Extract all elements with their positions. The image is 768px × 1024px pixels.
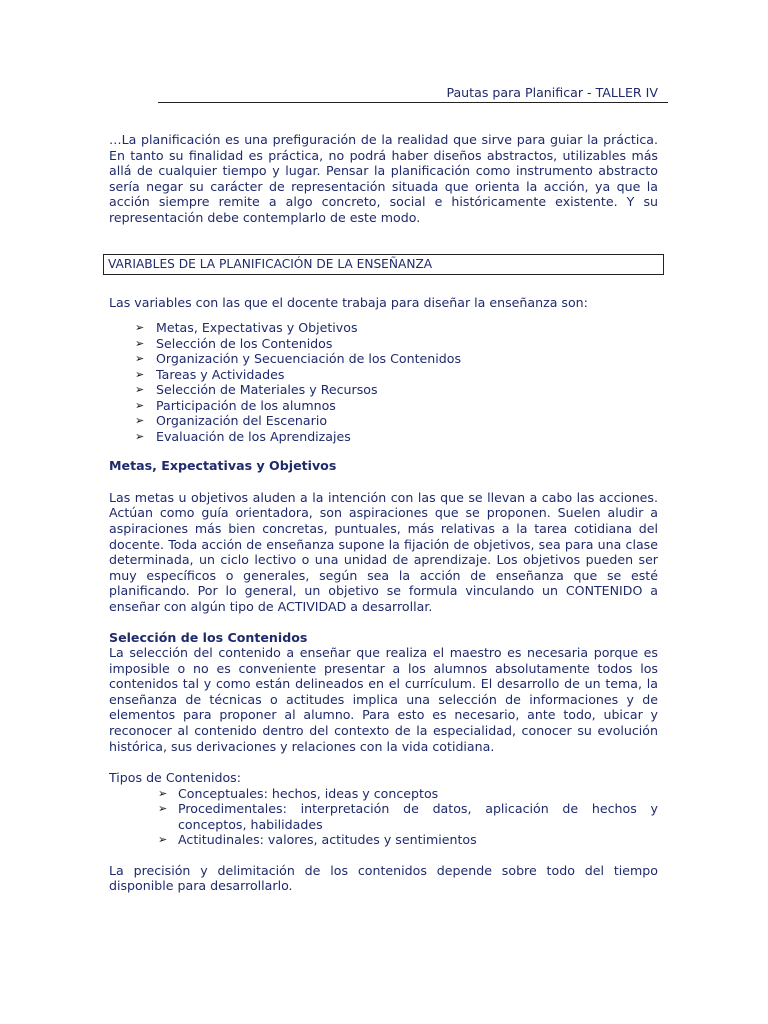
- arrowhead-bullet-icon: ➢: [158, 802, 168, 816]
- arrowhead-bullet-icon: ➢: [135, 367, 145, 381]
- document-body: [109, 132, 658, 894]
- arrowhead-bullet-icon: ➢: [158, 833, 168, 847]
- arrowhead-bullet-icon: ➢: [135, 414, 145, 428]
- list-item: ➢ Metas, Expectativas y Objetivos: [135, 320, 358, 336]
- closing-paragraph: La precisión y delimitación de los contenidos depende sobre todo del tiempo disponible para desarrollarlo.: [109, 862, 658, 894]
- list-item: ➢ Organización del Escenario: [135, 413, 328, 429]
- arrowhead-bullet-icon: ➢: [158, 786, 168, 800]
- arrowhead-bullet-icon: ➢: [135, 352, 145, 366]
- variables-lead: Las variables con las que el docente trabaja para diseñar la enseñanza son:: [109, 294, 588, 310]
- header-rule: [158, 102, 668, 103]
- tipos-label: Tipos de Contenidos:: [109, 770, 241, 786]
- running-header: Pautas para Planificar - TALLER IV: [446, 85, 658, 100]
- metas-heading: Metas, Expectativas y Objetivos: [109, 458, 337, 474]
- variables-list: [109, 320, 658, 444]
- list-item: ➢ Selección de los Contenidos: [135, 335, 333, 351]
- list-item: ➢ Selección de Materiales y Recursos: [135, 382, 378, 398]
- seleccion-paragraph: La selección del contenido a enseñar que realiza el maestro es necesaria porque es imposible o no es conveniente presentar a los alumnos absolutamente todos los contenidos tal y como están delineados en el currículum. El desarrollo de un tema, la enseñanza de técnicas o actitudes implica una selección de informaciones y de elementos para proponer al alumno. Para esto es necesario, ante todo, ubicar y reconocer al contenido dentro del contexto de la especialidad, conocer su evolución histórica, sus derivaciones y relaciones con la vida cotidiana.: [109, 645, 658, 754]
- tipos-list: [109, 786, 658, 848]
- list-item: ➢ Conceptuales: hechos, ideas y conceptos: [158, 785, 439, 801]
- list-item: ➢ Tareas y Actividades: [135, 366, 285, 382]
- intro-paragraph: …La planificación es una prefiguración de la realidad que sirve para guiar la práctica. En tanto su finalidad es práctica, no podrá haber diseños abstractos, utilizables más allá de cualquier tiempo y lugar. Pensar la planificación como instrumento abstracto sería negar su carácter de representación situada que orienta la acción, ya que la acción siempre remite a algo concreto, social e históricamente existente. Y su representación debe contemplarlo de este modo.: [109, 132, 658, 225]
- list-item: ➢ Procedimentales: interpretación de datos, aplicación de hechos y conceptos, habilidades: [158, 801, 658, 832]
- metas-paragraph: Las metas u objetivos aluden a la intención con las que se llevan a cabo las acciones. Actúan como guía orientadora, son aspiraciones que se proponen. Suelen aludir a aspiraciones más bien concretas, puntuales, más relativas a la tarea cotidiana del docente. Toda acción de enseñanza supone la fijación de objetivos, sea para una clase determinada, un ciclo lectivo o una unidad de aprendizaje. Los objetivos pueden ser muy específicos o generales, según sea la acción de enseñanza que se esté planificando. Por lo general, un objetivo se formula vinculando un CONTENIDO a enseñar con algún tipo de ACTIVIDAD a desarrollar.: [109, 489, 658, 614]
- arrowhead-bullet-icon: ➢: [135, 321, 145, 335]
- arrowhead-bullet-icon: ➢: [135, 429, 145, 443]
- arrowhead-bullet-icon: ➢: [135, 398, 145, 412]
- arrowhead-bullet-icon: ➢: [135, 336, 145, 350]
- section-heading-box: VARIABLES DE LA PLANIFICACIÓN DE LA ENSEÑANZA: [103, 254, 664, 275]
- list-item: ➢ Evaluación de los Aprendizajes: [135, 428, 351, 444]
- list-item: ➢ Actitudinales: valores, actitudes y sentimientos: [158, 832, 477, 848]
- list-item: ➢ Participación de los alumnos: [135, 397, 336, 413]
- list-item: ➢ Organización y Secuenciación de los Contenidos: [135, 351, 462, 367]
- arrowhead-bullet-icon: ➢: [135, 383, 145, 397]
- seleccion-heading: Selección de los Contenidos: [109, 629, 308, 645]
